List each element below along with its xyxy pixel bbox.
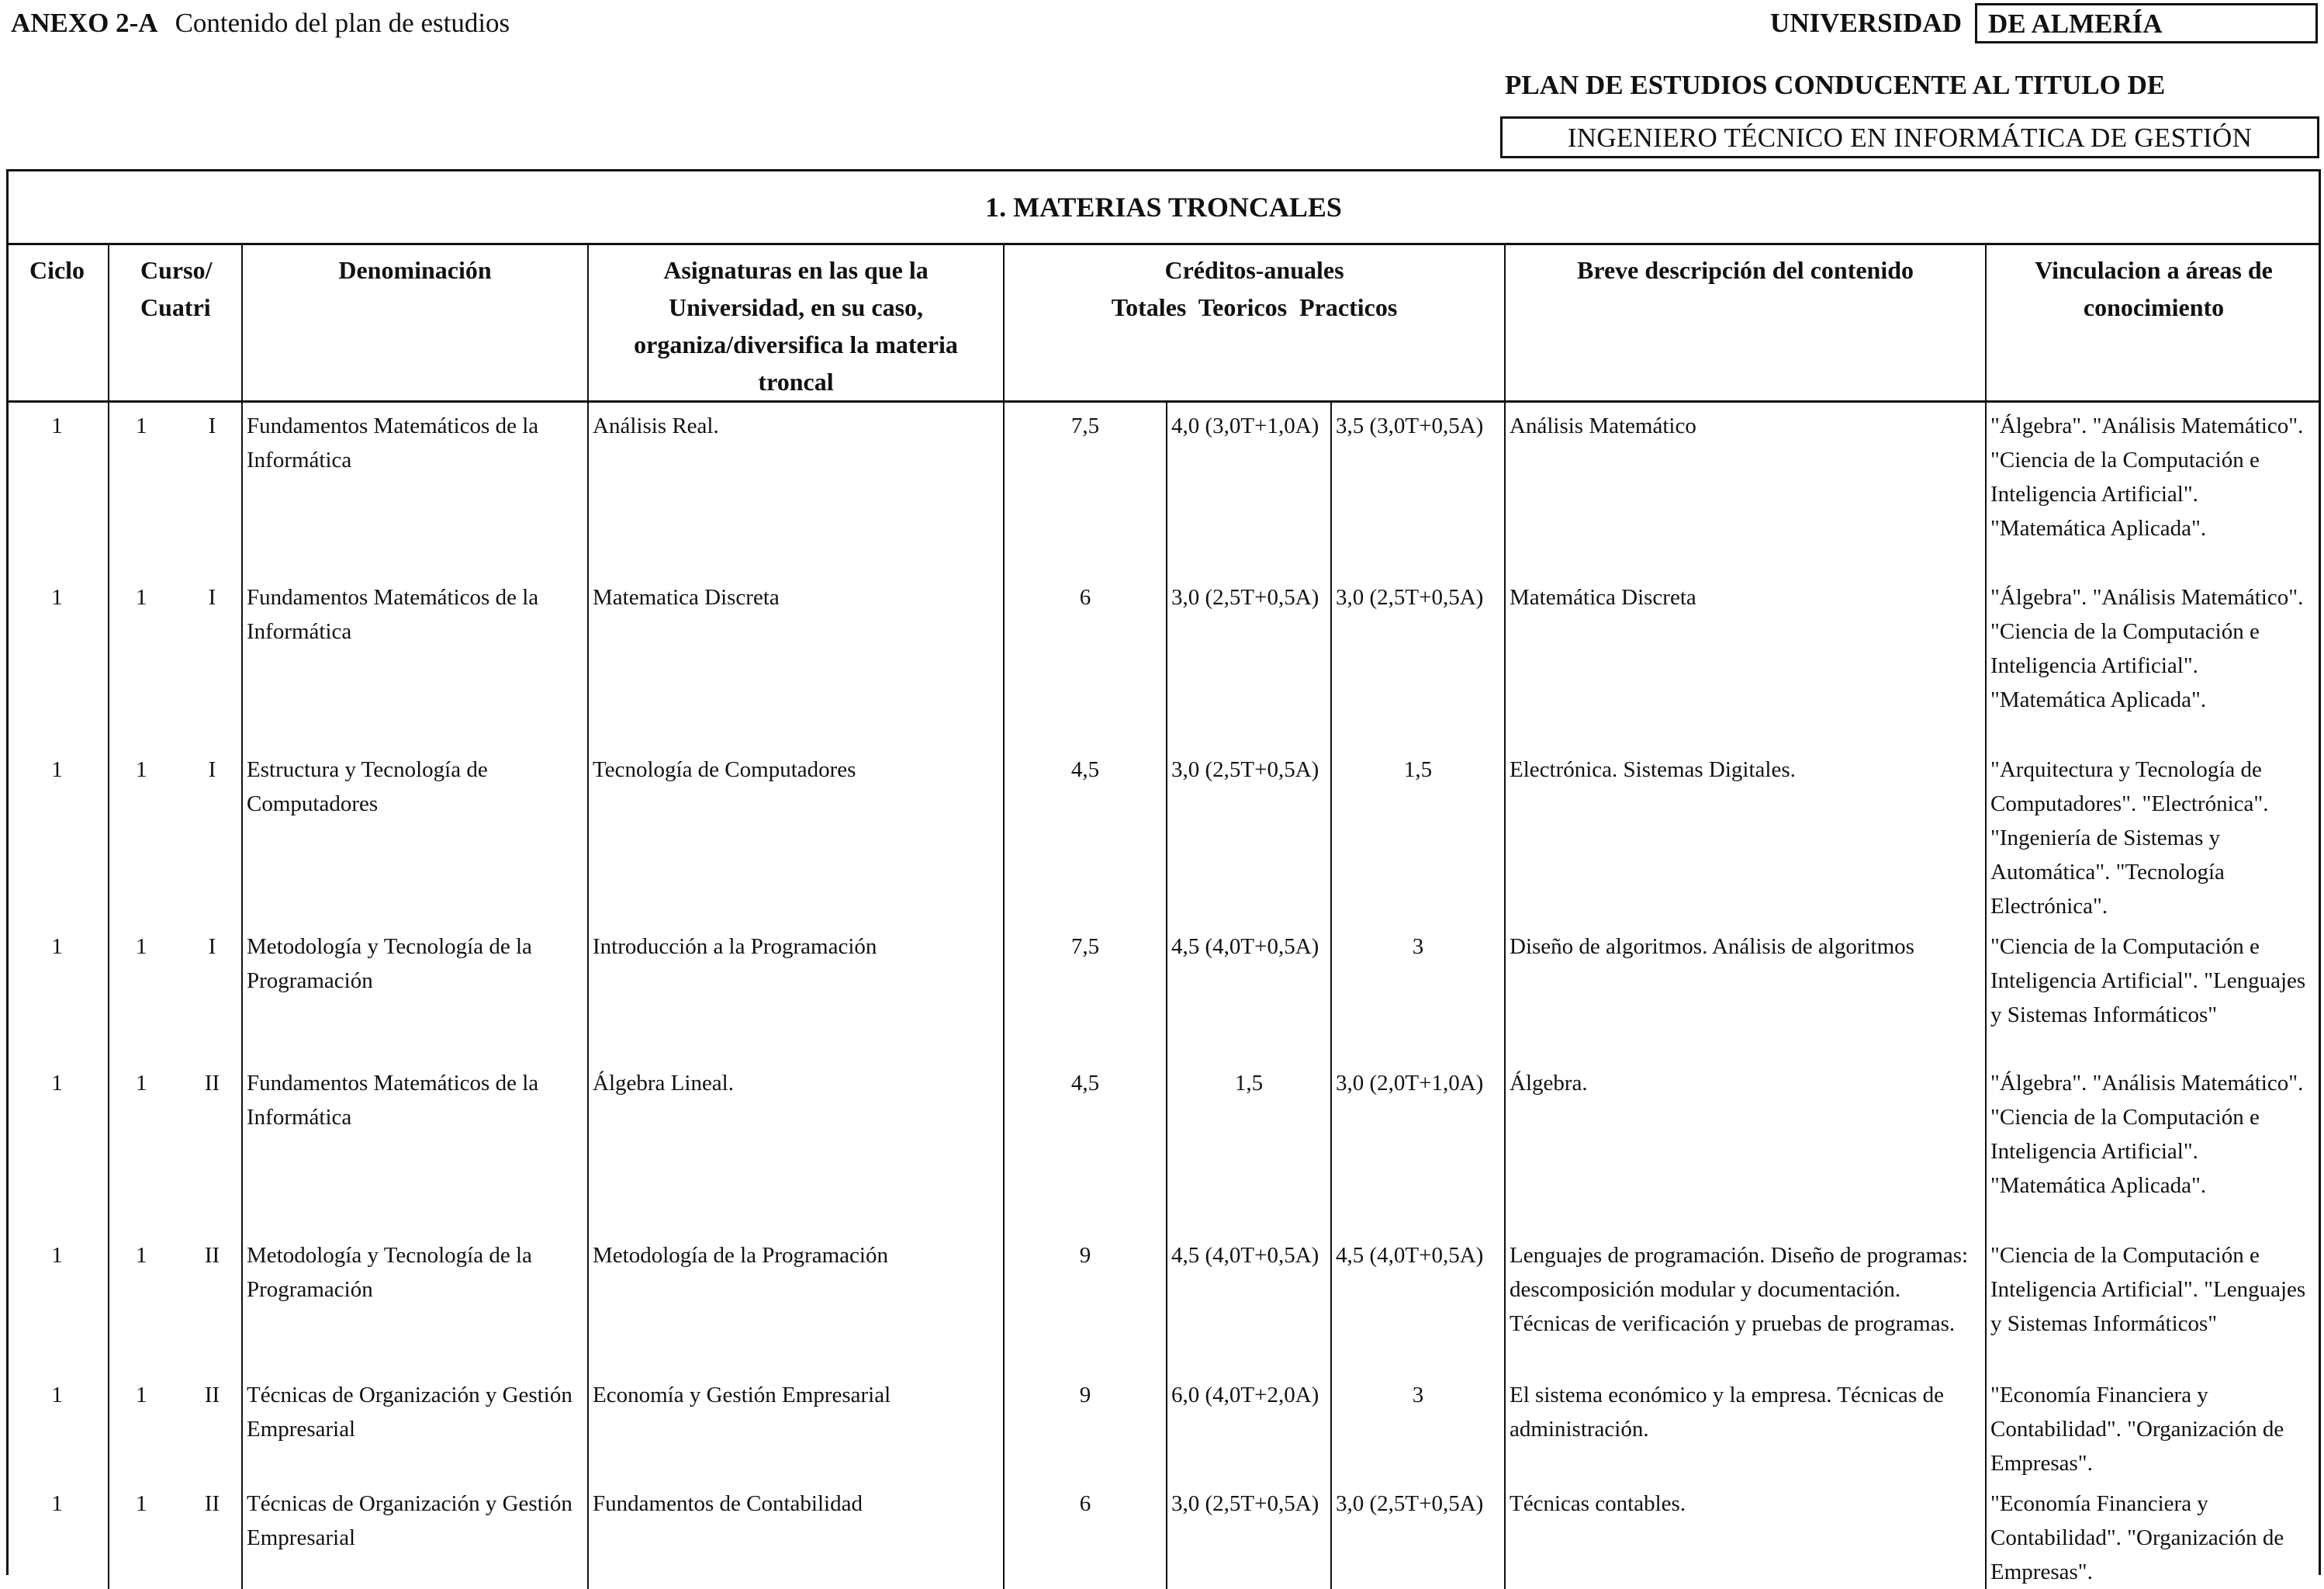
cell-areas: "Ciencia de la Computación e Inteligencia Artificial". "Lenguajes y Sistemas Informáticos": [1986, 923, 2321, 1060]
table-header-row: [6, 245, 2321, 402]
cell-teoricos: 4,0 (3,0T+1,0A): [1167, 402, 1331, 574]
cell-curso: 1: [109, 574, 183, 746]
cell-descripcion: Lenguajes de programación. Diseño de programas: descomposición modular y documentación. Técnicas de verificación y pruebas de programas.: [1505, 1232, 1986, 1372]
cell-totales: 4,5: [1004, 1060, 1167, 1232]
plan-label: PLAN DE ESTUDIOS CONDUCENTE AL TITULO DE: [1505, 70, 2166, 100]
cell-ciclo: 1: [51, 933, 63, 959]
cell-curso: 1: [109, 402, 183, 574]
cell-asignatura: Tecnología de Computadores: [588, 746, 1004, 923]
annex-header: [11, 8, 510, 39]
cell-areas: "Economía Financiera y Contabilidad". "Organización de Empresas".: [1986, 1480, 2321, 1589]
cell-curso: 1: [109, 1232, 183, 1372]
cell-ciclo: 1: [51, 584, 63, 610]
cell-denominacion: Metodología y Tecnología de la Programación: [242, 1232, 588, 1372]
cell-denominacion: Técnicas de Organización y Gestión Empresarial: [242, 1372, 588, 1480]
cell-teoricos: 3,0 (2,5T+0,5A): [1167, 746, 1331, 923]
university-label: UNIVERSIDAD: [1770, 8, 1962, 38]
cell-cuatri: II: [204, 1382, 220, 1407]
cell-curso: 1: [109, 1480, 183, 1589]
cell-cuatri: I: [208, 414, 216, 438]
creditos-totales: Totales: [1111, 293, 1187, 321]
cell-curso: 1: [109, 1060, 183, 1232]
cell-denominacion: Fundamentos Matemáticos de la Informática: [242, 1060, 588, 1232]
cell-cuatri: I: [208, 933, 216, 959]
cell-teoricos: 3,0 (2,5T+0,5A): [1167, 574, 1331, 746]
col-descripcion: Breve descripción del contenido: [1505, 245, 1986, 402]
col-asignaturas: Asignaturas en las que la Universidad, en su caso, organiza/diversifica la materia troncal: [588, 245, 1004, 402]
cell-teoricos: 4,5 (4,0T+0,5A): [1167, 1232, 1331, 1372]
table-row: [6, 574, 2321, 746]
cell-ciclo: 1: [51, 1382, 63, 1407]
cell-areas: "Álgebra". "Análisis Matemático". "Ciencia de la Computación e Inteligencia Artificial". "Matemática Aplicada".: [1986, 574, 2321, 746]
cell-cuatri: I: [208, 584, 216, 610]
degree-title: INGENIERO TÉCNICO EN INFORMÁTICA DE GESTIÓN: [1500, 116, 2319, 158]
cell-areas: "Álgebra". "Análisis Matemático". "Ciencia de la Computación e Inteligencia Artificial". "Matemática Aplicada".: [1986, 1060, 2321, 1232]
cell-cuatri: I: [208, 756, 216, 782]
university-name: DE ALMERÍA: [1975, 3, 2318, 43]
section-title: 1. MATERIAS TRONCALES: [6, 169, 2321, 245]
cell-cuatri: II: [204, 1490, 220, 1516]
cell-asignatura: Introducción a la Programación: [588, 923, 1004, 1060]
cell-practicos: 3,0 (2,0T+1,0A): [1331, 1060, 1505, 1232]
creditos-practicos: Practicos: [1299, 293, 1398, 321]
cell-asignatura: Matematica Discreta: [588, 574, 1004, 746]
cell-denominacion: Estructura y Tecnología de Computadores: [242, 746, 588, 923]
cell-practicos: 3: [1331, 1372, 1505, 1480]
cell-practicos: 4,5 (4,0T+0,5A): [1331, 1232, 1505, 1372]
cell-descripcion: Electrónica. Sistemas Digitales.: [1505, 746, 1986, 923]
cell-totales: 9: [1004, 1232, 1167, 1372]
cell-cuatri: II: [204, 1070, 220, 1096]
cell-descripcion: Diseño de algoritmos. Análisis de algoritmos: [1505, 923, 1986, 1060]
table-row: [6, 402, 2321, 574]
cell-asignatura: Metodología de la Programación: [588, 1232, 1004, 1372]
table-row: [6, 746, 2321, 923]
cell-totales: 6: [1004, 1480, 1167, 1589]
table-row: [6, 1232, 2321, 1372]
cell-practicos: 1,5: [1331, 746, 1505, 923]
cell-totales: 7,5: [1004, 923, 1167, 1060]
col-areas: Vinculacion a áreas de conocimiento: [1986, 245, 2321, 402]
cell-teoricos: 4,5 (4,0T+0,5A): [1167, 923, 1331, 1060]
cell-asignatura: Economía y Gestión Empresarial: [588, 1372, 1004, 1480]
cell-areas: "Álgebra". "Análisis Matemático". "Ciencia de la Computación e Inteligencia Artificial". "Matemática Aplicada".: [1986, 402, 2321, 574]
cell-curso: 1: [109, 923, 183, 1060]
col-denominacion: Denominación: [242, 245, 588, 402]
cell-descripcion: Álgebra.: [1505, 1060, 1986, 1232]
cell-practicos: 3,0 (2,5T+0,5A): [1331, 1480, 1505, 1589]
cell-teoricos: 1,5: [1167, 1060, 1331, 1232]
cell-descripcion: Técnicas contables.: [1505, 1480, 1986, 1589]
cell-asignatura: Álgebra Lineal.: [588, 1060, 1004, 1232]
cell-cuatri: II: [204, 1242, 220, 1268]
cell-practicos: 3,0 (2,5T+0,5A): [1331, 574, 1505, 746]
annex-code: ANEXO 2-A: [11, 8, 158, 38]
creditos-teoricos: Teoricos: [1198, 293, 1288, 321]
cell-ciclo: 1: [51, 1070, 63, 1096]
annex-title: Contenido del plan de estudios: [175, 8, 510, 38]
cell-descripcion: Análisis Matemático: [1505, 402, 1986, 574]
cell-curso: 1: [109, 1372, 183, 1480]
cell-practicos: 3: [1331, 923, 1505, 1060]
cell-areas: "Arquitectura y Tecnología de Computadores". "Electrónica". "Ingeniería de Sistemas y Automática". "Tecnología Electrónica".: [1986, 746, 2321, 923]
cell-curso: 1: [109, 746, 183, 923]
table-row: [6, 1480, 2321, 1589]
cell-ciclo: 1: [51, 1242, 63, 1268]
cell-totales: 6: [1004, 574, 1167, 746]
col-curso: Curso/ Cuatri: [109, 245, 242, 402]
cell-ciclo: 1: [51, 756, 63, 782]
cell-teoricos: 6,0 (4,0T+2,0A): [1167, 1372, 1331, 1480]
creditos-title: Créditos-anuales: [1164, 256, 1344, 284]
cell-asignatura: Análisis Real.: [588, 402, 1004, 574]
cell-totales: 7,5: [1004, 402, 1167, 574]
cell-denominacion: Fundamentos Matemáticos de la Informática: [242, 574, 588, 746]
cell-denominacion: Técnicas de Organización y Gestión Empresarial: [242, 1480, 588, 1589]
cell-descripcion: Matemática Discreta: [1505, 574, 1986, 746]
cell-totales: 4,5: [1004, 746, 1167, 923]
col-creditos: [1004, 245, 1505, 402]
table-row: [6, 1060, 2321, 1232]
cell-ciclo: 1: [51, 414, 63, 438]
cell-asignatura: Fundamentos de Contabilidad: [588, 1480, 1004, 1589]
cell-teoricos: 3,0 (2,5T+0,5A): [1167, 1480, 1331, 1589]
cell-denominacion: Fundamentos Matemáticos de la Informática: [242, 402, 588, 574]
cell-totales: 9: [1004, 1372, 1167, 1480]
table-row: [6, 923, 2321, 1060]
cell-descripcion: El sistema económico y la empresa. Técnicas de administración.: [1505, 1372, 1986, 1480]
subjects-table: [6, 245, 2321, 1589]
table-row: [6, 1372, 2321, 1480]
cell-denominacion: Metodología y Tecnología de la Programación: [242, 923, 588, 1060]
cell-ciclo: 1: [51, 1490, 63, 1516]
cell-areas: "Economía Financiera y Contabilidad". "Organización de Empresas".: [1986, 1372, 2321, 1480]
cell-practicos: 3,5 (3,0T+0,5A): [1331, 402, 1505, 574]
col-ciclo: Ciclo: [6, 245, 109, 402]
cell-areas: "Ciencia de la Computación e Inteligencia Artificial". "Lenguajes y Sistemas Informáticos": [1986, 1232, 2321, 1372]
